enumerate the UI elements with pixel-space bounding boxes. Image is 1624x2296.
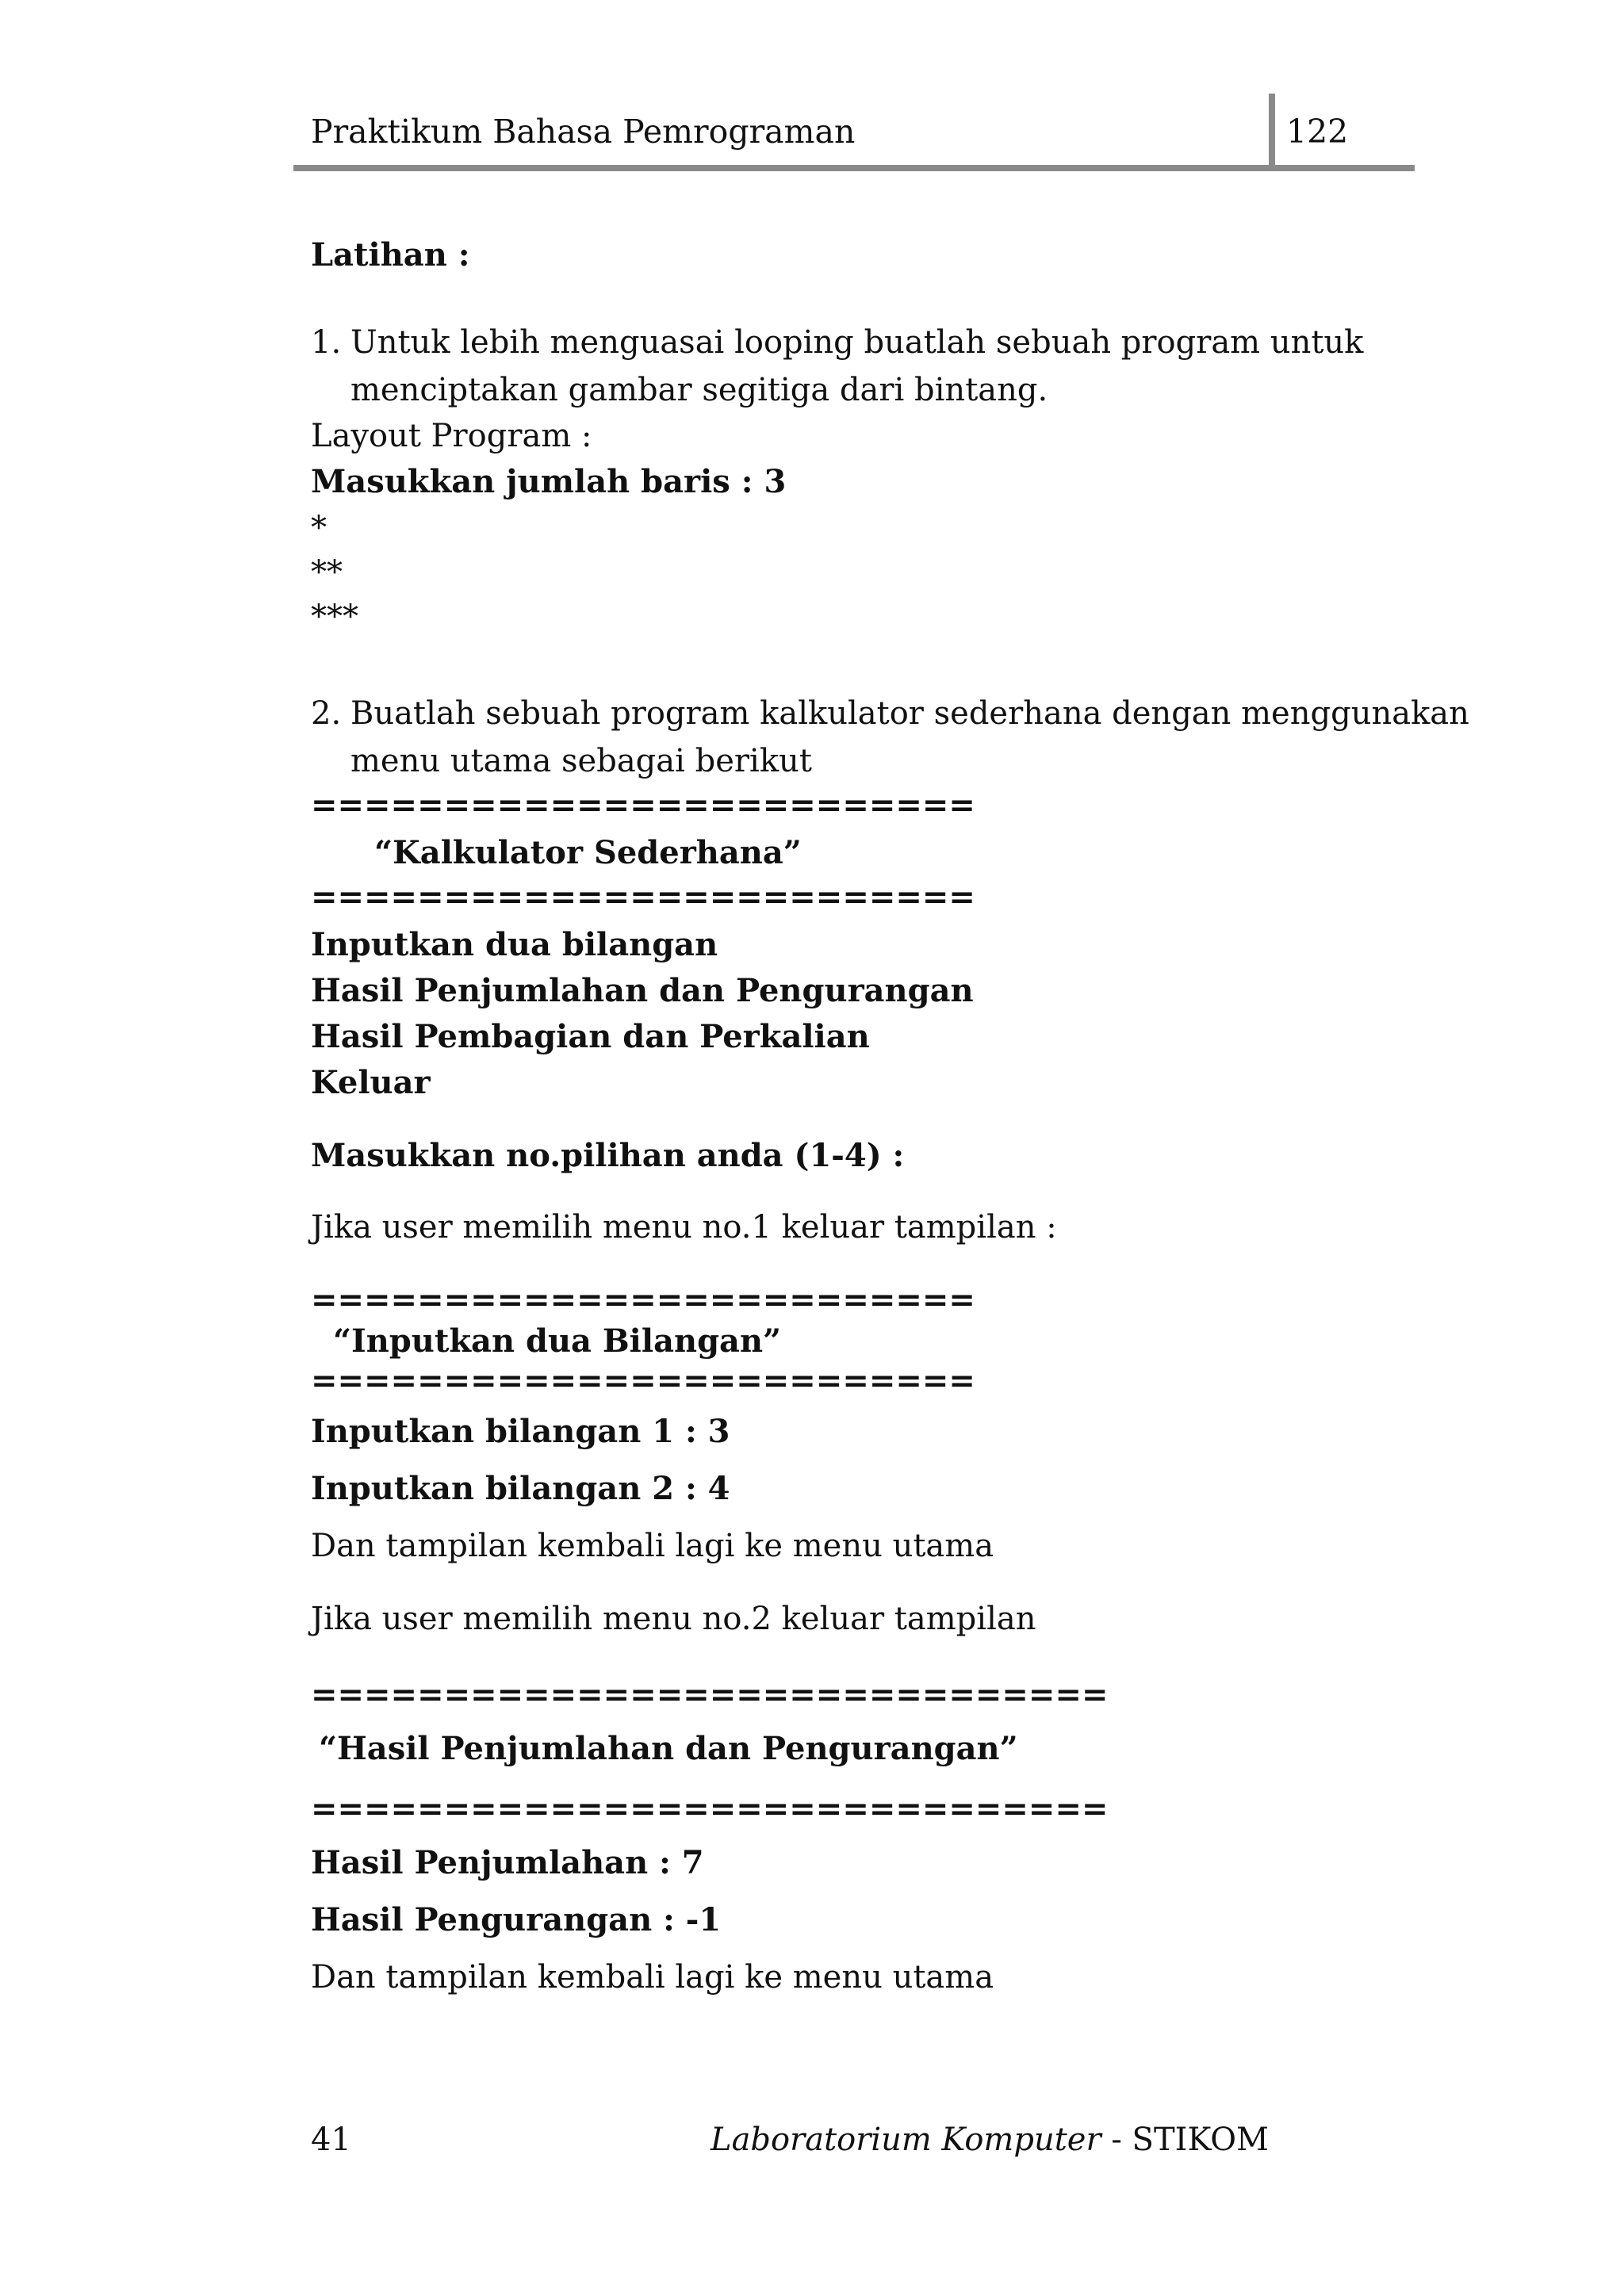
- menu-item-2: Hasil Penjumlahan dan Pengurangan: [311, 972, 974, 1009]
- sum-result: Hasil Penjumlahan : 7: [311, 1844, 704, 1881]
- input-rows-line: Masukkan jumlah baris : 3: [311, 463, 787, 500]
- separator-1: =========================: [311, 786, 975, 824]
- footer-page-number: 41: [311, 2122, 351, 2158]
- input-title: “Inputkan dua Bilangan”: [333, 1322, 782, 1360]
- section-heading: Latihan :: [311, 236, 470, 274]
- separator-2: =========================: [311, 878, 975, 916]
- separator-5: ==============================: [311, 1676, 1109, 1713]
- exercise-2-line-2: menu utama sebagai berikut: [350, 743, 812, 779]
- menu-item-4: Keluar: [311, 1064, 431, 1101]
- exercise-1-line-1: [311, 324, 1364, 361]
- exercise-1-text-line-1: Untuk lebih menguasai looping buatlah sebuah program untuk: [350, 324, 1364, 361]
- header-page-number: 122: [1286, 113, 1349, 151]
- exercise-1-line-2: menciptakan gambar segitiga dari bintang.: [350, 372, 1048, 408]
- choice-prompt: Masukkan no.pilihan anda (1-4) :: [311, 1137, 905, 1174]
- separator-3: =========================: [311, 1281, 975, 1318]
- separator-4: =========================: [311, 1362, 975, 1399]
- footer-lab-rest: - STIKOM: [1101, 2122, 1269, 2158]
- menu-title: “Kalkulator Sederhana”: [374, 834, 802, 871]
- difference-result: Hasil Pengurangan : -1: [311, 1901, 722, 1938]
- exercise-1-number: 1.: [311, 324, 342, 361]
- exercise-2-number: 2.: [311, 695, 342, 732]
- back-to-menu-2: Dan tampilan kembali lagi ke menu utama: [311, 1959, 994, 1996]
- sum-title: “Hasil Penjumlahan dan Pengurangan”: [319, 1730, 1018, 1767]
- back-to-menu-1: Dan tampilan kembali lagi ke menu utama: [311, 1528, 994, 1564]
- separator-6: ==============================: [311, 1790, 1109, 1827]
- input-number-1: Inputkan bilangan 1 : 3: [311, 1413, 730, 1450]
- exercise-2-text-line-1: Buatlah sebuah program kalkulator sederhana dengan menggunakan: [350, 695, 1469, 732]
- star-row-3: ***: [311, 599, 358, 635]
- layout-label: Layout Program :: [311, 418, 592, 454]
- input-number-2: Inputkan bilangan 2 : 4: [311, 1470, 730, 1507]
- exercise-2-line-1: [311, 695, 1469, 732]
- star-row-2: **: [311, 554, 343, 591]
- footer-lab-name: [710, 2122, 1269, 2158]
- menu-item-1: Inputkan dua bilangan: [311, 926, 718, 963]
- menu-2-description: Jika user memilih menu no.2 keluar tampilan: [311, 1601, 1036, 1637]
- running-header-title: Praktikum Bahasa Pemrograman: [311, 113, 856, 151]
- header-rule: [293, 165, 1415, 171]
- footer-lab-italic: Laboratorium Komputer: [710, 2122, 1101, 2158]
- menu-item-3: Hasil Pembagian dan Perkalian: [311, 1018, 870, 1055]
- header-divider: [1269, 94, 1275, 170]
- menu-1-description: Jika user memilih menu no.1 keluar tampilan :: [311, 1209, 1057, 1246]
- star-row-1: *: [311, 510, 327, 546]
